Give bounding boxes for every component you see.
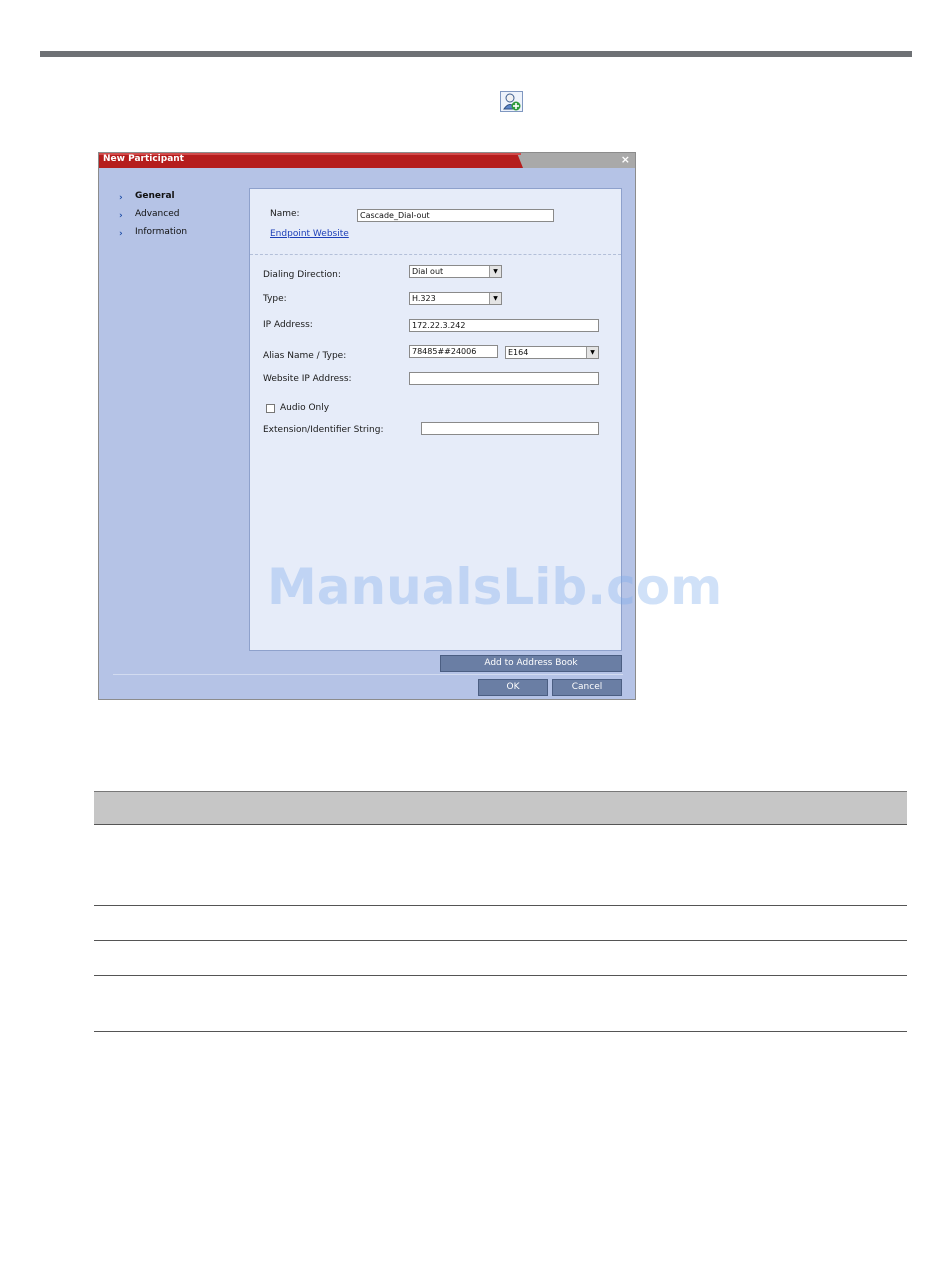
footer-divider: [113, 674, 623, 675]
nav-item-label: Information: [135, 227, 188, 237]
website-ip-label: Website IP Address:: [263, 374, 352, 384]
nav-item-general[interactable]: [119, 191, 239, 209]
dialing-direction-label: Dialing Direction:: [263, 270, 341, 280]
chevron-down-icon: ▼: [489, 293, 501, 304]
dialog-nav: [119, 191, 239, 245]
website-ip-input[interactable]: [409, 372, 599, 385]
type-label: Type:: [263, 294, 287, 304]
extension-input[interactable]: [421, 422, 599, 435]
page-header-rule: [40, 51, 912, 57]
chevron-right-icon: ›: [119, 229, 123, 239]
close-icon[interactable]: ×: [620, 153, 630, 166]
table-header: [94, 791, 907, 825]
alias-name-input[interactable]: 78485##24006: [409, 345, 498, 358]
nav-item-advanced[interactable]: [119, 209, 239, 227]
ip-address-label: IP Address:: [263, 320, 313, 330]
chevron-right-icon: ›: [119, 193, 123, 203]
table-row: [94, 906, 907, 941]
table-row: [94, 976, 907, 1032]
add-to-address-book-button[interactable]: Add to Address Book: [440, 655, 622, 672]
audio-only-checkbox[interactable]: [266, 404, 275, 413]
chevron-down-icon: ▼: [586, 347, 598, 358]
cancel-button[interactable]: Cancel: [552, 679, 622, 696]
ok-button[interactable]: OK: [478, 679, 548, 696]
alias-type-select[interactable]: [505, 346, 599, 359]
alias-label: Alias Name / Type:: [263, 351, 347, 361]
divider: [250, 254, 621, 255]
name-label: Name:: [270, 209, 300, 219]
watermark: ManualsLib.com: [267, 558, 723, 616]
nav-item-label: General: [135, 191, 175, 201]
table-row: [94, 941, 907, 976]
add-participant-icon[interactable]: [500, 91, 523, 112]
new-participant-dialog: [98, 152, 636, 700]
ip-address-input[interactable]: 172.22.3.242: [409, 319, 599, 332]
extension-label: Extension/Identifier String:: [263, 425, 384, 435]
nav-item-label: Advanced: [135, 209, 180, 219]
type-value: H.323: [412, 294, 436, 303]
name-input[interactable]: Cascade_Dial-out: [357, 209, 554, 222]
chevron-down-icon: ▼: [489, 266, 501, 277]
endpoint-website-link[interactable]: Endpoint Website: [270, 229, 349, 239]
dialog-title: New Participant: [103, 154, 184, 164]
dialog-titlebar: [99, 153, 635, 168]
table-row: [94, 825, 907, 906]
nav-item-information[interactable]: [119, 227, 239, 245]
type-select[interactable]: [409, 292, 502, 305]
audio-only-label: Audio Only: [280, 403, 330, 413]
alias-type-value: E164: [508, 348, 529, 357]
dialing-direction-value: Dial out: [412, 267, 444, 276]
chevron-right-icon: ›: [119, 211, 123, 221]
dialing-direction-select[interactable]: [409, 265, 502, 278]
